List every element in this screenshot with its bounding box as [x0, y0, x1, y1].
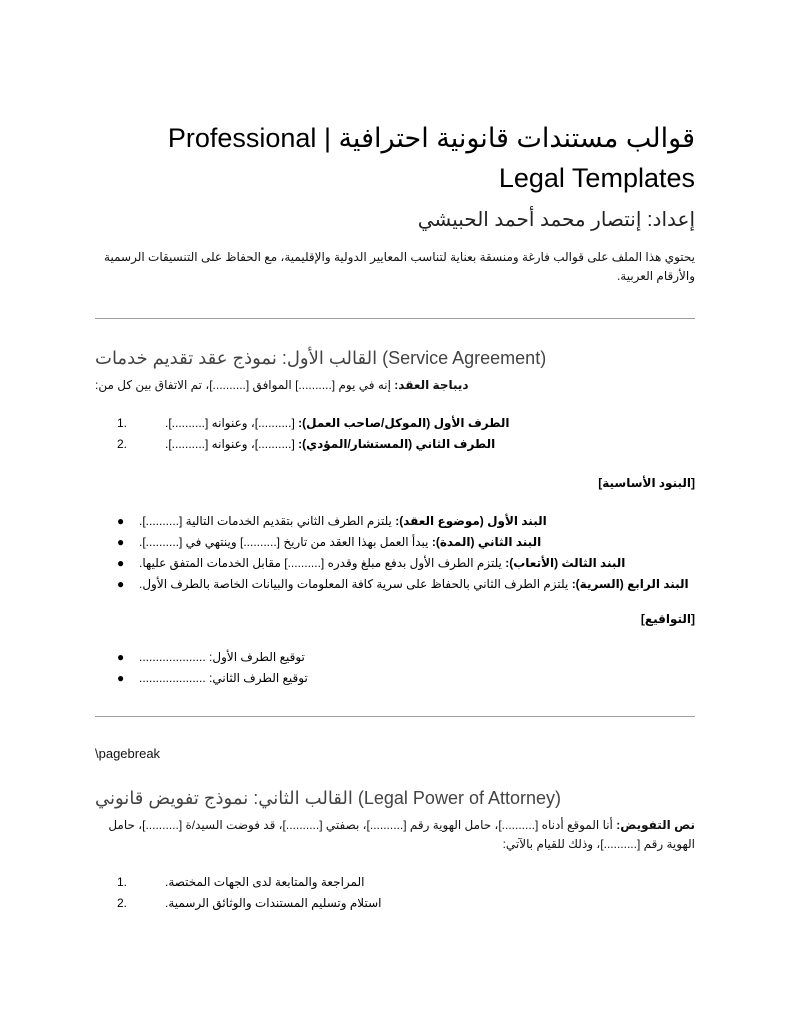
clause-text: يلتزم الطرف الأول بدفع مبلغ وقدره [..........] مقابل الخدمات المتفق عليها.	[139, 556, 506, 570]
divider-1	[95, 318, 695, 319]
bullet-icon: ●	[117, 577, 125, 591]
item-number: 1.	[117, 875, 128, 889]
clause-item	[95, 511, 695, 532]
clauses-heading: [البنود الأساسية]	[598, 476, 695, 490]
template2-body	[95, 816, 695, 854]
intro-paragraph: يحتوي هذا الملف على قوالب فارغة ومنسقة بعناية لتناسب المعايير الدولية والإقليمية، مع الحفاظ على التنسيقات الرسمية والأرقام العربية.	[104, 250, 695, 283]
clause-label: البند الرابع (السرية):	[571, 577, 689, 591]
party-label: الطرف الأول (الموكل/صاحب العمل):	[298, 416, 510, 430]
party-label: الطرف الثاني (المستشار/المؤدي):	[298, 437, 496, 451]
authorization-item	[95, 893, 695, 914]
clause-label: البند الثالث (الأتعاب):	[505, 556, 626, 570]
clause-label: البند الأول (موضوع العقد):	[395, 514, 547, 528]
bullet-icon: ●	[117, 671, 125, 685]
item-text: المراجعة والمتابعة لدى الجهات المختصة.	[165, 875, 365, 889]
signatures-list	[95, 647, 695, 689]
parties-list	[95, 413, 695, 455]
signature-item	[95, 647, 695, 668]
template2-title: القالب الثاني: نموذج تفويض قانوني (Legal Power of Attorney)	[95, 788, 561, 808]
preamble-label: ديباجة العقد:	[394, 378, 469, 392]
clause-text: يلتزم الطرف الثاني بالحفاظ على سرية كافة المعلومات والبيانات الخاصة بالطرف الأول.	[139, 577, 572, 591]
party-text: [..........]، وعنوانه [..........].	[165, 437, 299, 451]
bullet-icon: ●	[117, 514, 125, 528]
signature-text: توقيع الطرف الأول: ....................	[139, 650, 305, 664]
item-number: 2.	[117, 896, 128, 910]
clause-label: البند الثاني (المدة):	[431, 535, 542, 549]
clause-item	[95, 532, 695, 553]
template1-preamble	[95, 376, 695, 395]
bullet-icon: ●	[117, 650, 125, 664]
party-item	[95, 413, 695, 434]
divider-2	[95, 716, 695, 717]
authorization-list	[95, 872, 695, 914]
signature-text: توقيع الطرف الثاني: ....................	[139, 671, 308, 685]
authorization-item	[95, 872, 695, 893]
body-label: نص التفويض:	[616, 818, 695, 832]
template1-title: القالب الأول: نموذج عقد تقديم خدمات (Service Agreement)	[95, 348, 547, 368]
body-text: أنا الموقع أدناه [..........]، حامل الهوية رقم [..........]، بصفتي [..........]، قد فوضت السيد/ة [..........]، حامل الهوية رقم [..........]، وذلك للقيام بالآتي:	[108, 818, 695, 851]
party-number: 1.	[117, 416, 128, 430]
pagebreak-marker: \pagebreak	[95, 746, 161, 761]
clause-text: يلتزم الطرف الثاني بتقديم الخدمات التالية [..........].	[139, 514, 396, 528]
party-item	[95, 434, 695, 455]
clause-text: يبدأ العمل بهذا العقد من تاريخ [..........] وينتهي في [..........].	[139, 535, 432, 549]
bullet-icon: ●	[117, 556, 125, 570]
clauses-list	[95, 511, 695, 595]
clause-item	[95, 553, 695, 574]
party-number: 2.	[117, 437, 128, 451]
signatures-heading: [التواقيع]	[640, 612, 695, 626]
clause-item	[95, 574, 695, 595]
bullet-icon: ●	[117, 535, 125, 549]
party-text: [..........]، وعنوانه [..........].	[165, 416, 299, 430]
preamble-text: إنه في يوم [..........] الموافق [..........]، تم الاتفاق بين كل من:	[95, 378, 395, 392]
author-line: إعداد: إنتصار محمد أحمد الحبيشي	[417, 209, 695, 231]
item-text: استلام وتسليم المستندات والوثائق الرسمية.	[165, 896, 382, 910]
document-title: قوالب مستندات قانونية احترافية | Professional Legal Templates	[167, 123, 695, 193]
signature-item	[95, 668, 695, 689]
